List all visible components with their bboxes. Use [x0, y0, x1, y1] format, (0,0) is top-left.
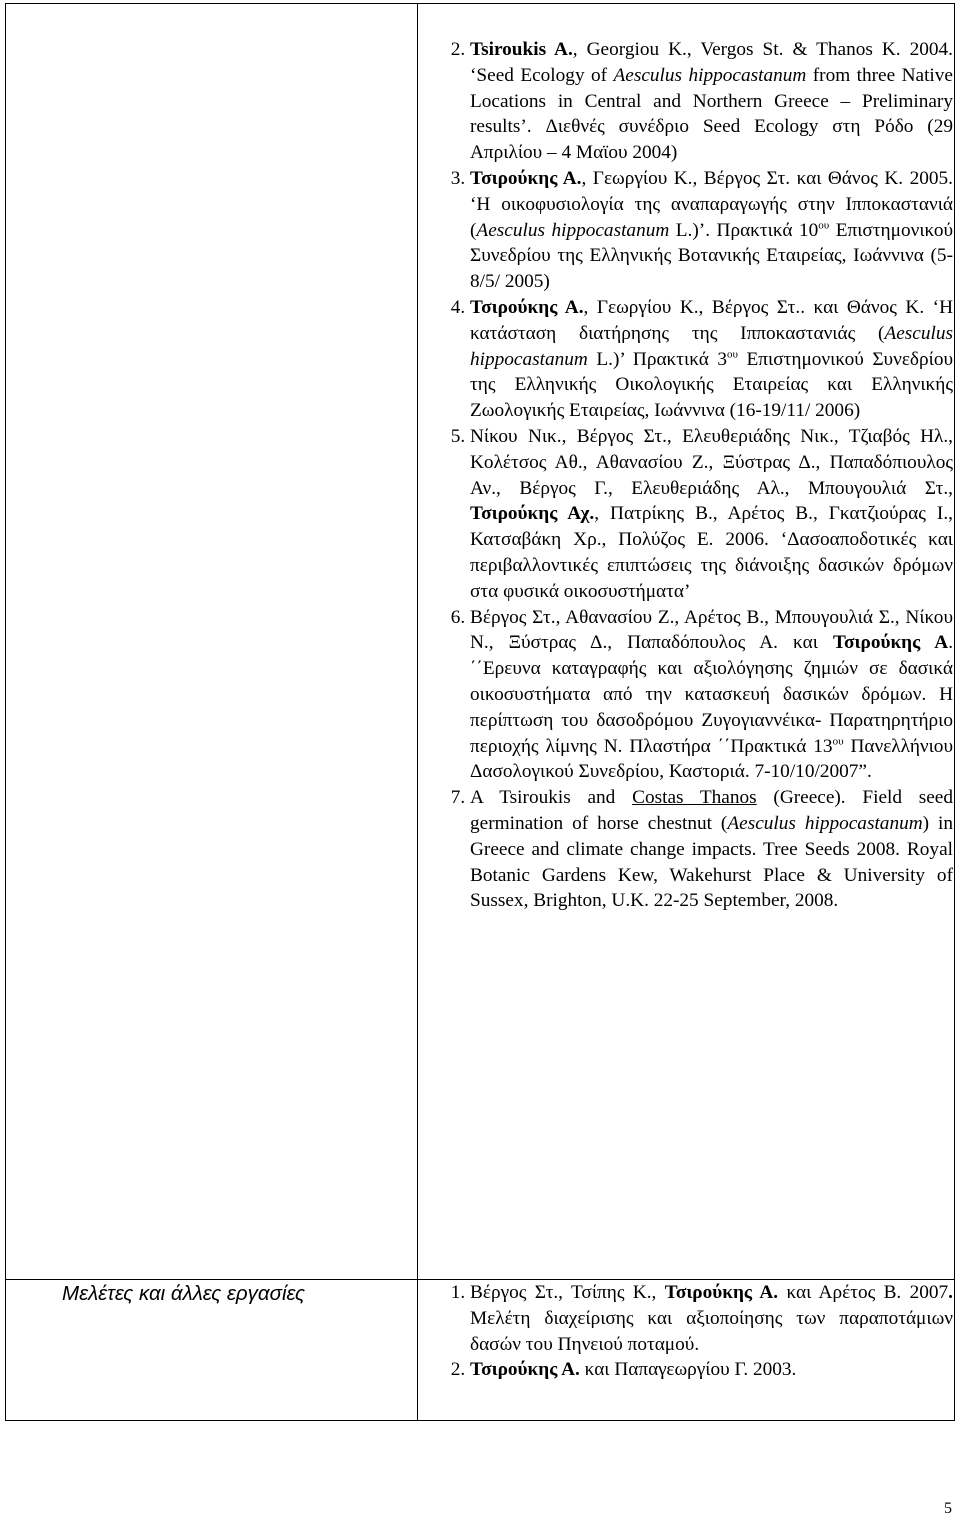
list-item: 6. Βέργος Στ., Αθανασίου Ζ., Αρέτος Β., Μπουγουλιά Σ., Νίκου Ν., Ξύστρας Δ., Παπαδόπουλος Α. και Τσιρούκης Α. ΄΄Ερευνα καταγραφής και αξιολόγησης ζημιών σε δασικά οικοσυστήματα από την κατασκευή δασικών δρόμων. Η περίπτωση του δασοδρόμου Ζυγογιαννέικα- Παρατηρητήριο περιοχής λίμνης Ν. Πλαστήρα ΄΄Πρακτικά $13^{o\upsilon}$ Πανελλήνιου Δασολογικού Συνεδρίου, Καστοριά. 7-10/10/2007”. [470, 605, 953, 786]
section-label: Μελέτες και άλλες εργασίες [62, 1282, 305, 1305]
list-item: 7. A Tsiroukis and Costas Thanos (Greece). Field seed germination of horse chestnut (Aesculus hippocastanum) in Greece and climate change impacts. Tree Seeds 2008. Royal Botanic Gardens Kew, Wakehurst Place & University of Sussex, Brighton, U.K. 22-25 September, 2008. [470, 785, 953, 914]
list-item: 2. Τσιρούκης Α. και Παπαγεωργίου Γ. 2003. [470, 1357, 953, 1383]
page-number: 5 [944, 1500, 952, 1517]
list-item: 5. Νίκου Νικ., Βέργος Στ., Ελευθεριάδης Νικ., Τζιαβός Ηλ., Κολέτσος Αθ., Αθανασίου Ζ., Ξύστρας Δ., Παπαδόπιουλος Αν., Βέργος Γ., Ελευθεριάδης Αλ., Μπουγουλιά Στ., Τσιρούκης Αχ., Πατρίκης Β., Αρέτος Β., Γκατζιούρας Ι., Κατσαβάκη Χρ., Πολύζος Ε. 2006. ‘Δασοαποδοτικές και περιβαλλοντικές επιπτώσεις της διάνοιξης δασικών δρόμων στα φυσικά οικοσυστήματα’ [470, 424, 953, 605]
other-works-list [428, 1280, 953, 1383]
list-item: 4. Τσιρούκης Α., Γεωργίου Κ., Βέργος Στ.. και Θάνος Κ. ‘Η κατάσταση διατήρησης της Ιπποκαστανιάς (Aesculus hippocastanum L.)’ Πρακτικά $3^{o\upsilon}$ Επιστημονικού Συνεδρίου της Ελληνικής Οικολογικής Εταιρείας και Ελληνικής Ζωολογικής Εταιρείας, Ιωάννινα (16-19/11/ 2006) [470, 295, 953, 424]
list-item: 1. Βέργος Στ., Τσίπης Κ., Τσιρούκης Α. και Αρέτος Β. 2007. Μελέτη διαχείρισης και αξιοποίησης των παραποτάμιων δασών του Πηνειού ποταμού. [470, 1280, 953, 1357]
list-item: 3. Τσιρούκης Α., Γεωργίου Κ., Βέργος Στ. και Θάνος Κ. 2005. ‘Η οικοφυσιολογία της αναπαραγωγής στην Ιπποκαστανιά (Aesculus hippocastanum L.)’. Πρακτικά $10^{o\upsilon}$ Επιστημονικού Συνεδρίου της Ελληνικής Βοτανικής Εταιρείας, Ιωάννινα (5-8/5/ 2005) [470, 166, 953, 295]
publications-list [428, 37, 953, 914]
column-divider [417, 4, 418, 1420]
list-item: 2. Tsiroukis A., Georgiou K., Vergos St. & Thanos K. 2004. ‘Seed Ecology of Aesculus hippocastanum from three Native Locations in Central and Northern Greece – Preliminary results’. Διεθνές συνέδριο Seed Ecology στη Ρόδο (29 Απριλίου – 4 Μαϊου 2004) [470, 37, 953, 166]
